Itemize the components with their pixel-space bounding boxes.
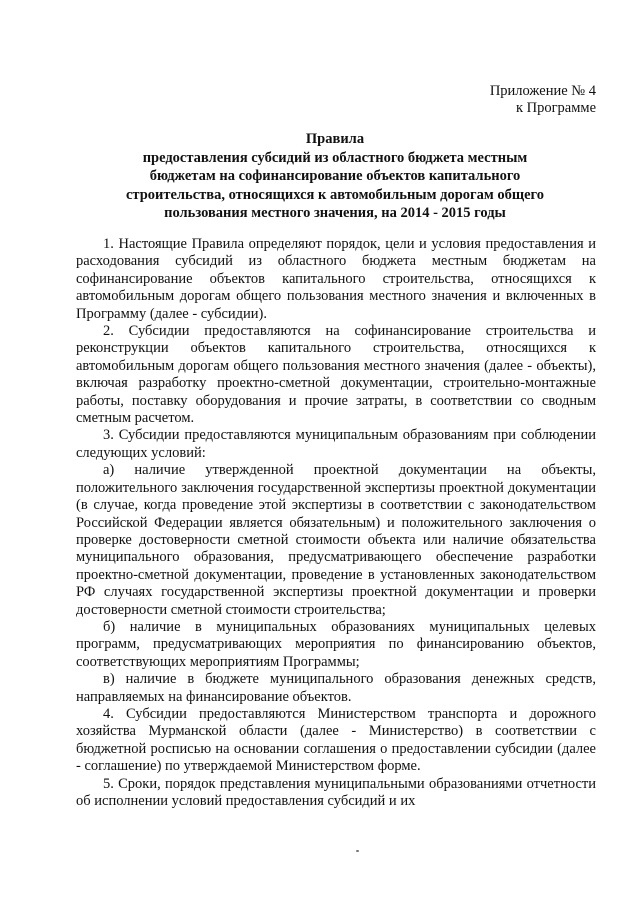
scan-dot bbox=[356, 850, 359, 852]
paragraph-5: 5. Сроки, порядок представления муниципальными образованиями отчетности об исполнении условий предоставления субсидий и их bbox=[76, 775, 596, 809]
paragraph-3b: б) наличие в муниципальных образованиях муниципальных целевых программ, предусматривающих мероприятия по финансированию объектов, соответствующих мероприятиям Программы; bbox=[76, 618, 596, 670]
paragraph-3: 3. Субсидии предоставляются муниципальным образованиям при соблюдении следующих условий: bbox=[76, 427, 596, 461]
appendix-program: к Программе bbox=[515, 100, 596, 116]
document-body bbox=[76, 236, 596, 810]
title-line-2: предоставления субсидий из областного бюджета местным bbox=[142, 149, 528, 166]
title-line-4: строительства, относящихся к автомобильным дорогам общего bbox=[125, 186, 545, 203]
paragraph-3a: а) наличие утвержденной проектной документации на объекты, положительного заключения государственной экспертизы проектной документации (в случае, когда проведение этой экспертизы в соответствии с законодательством Российской Федерации является обязательным) и положительного заключения о проверке достоверности сметной стоимости объекта или наличие обязательства муниципального образования, предусматривающего обеспечение разработки проектно-сметной документации, проведение в установленных законодательством РФ случаях государственной экспертизы проектной документации и проверки достоверности сметной стоимости строительства; bbox=[76, 462, 596, 618]
paragraph-1: 1. Настоящие Правила определяют порядок, цели и условия предоставления и расходования субсидий из областного бюджета местным бюджетам на софинансирование объектов капитального строительства, относящихся к автомобильным дорогам общего пользования местного значения и включенных в Программу (далее - субсидии). bbox=[76, 236, 596, 322]
title-line-5: пользования местного значения, на 2014 - 2015 годы bbox=[164, 205, 506, 221]
title-line-1: Правила bbox=[305, 131, 365, 147]
title-line-3: бюджетам на софинансирование объектов капитального bbox=[149, 168, 521, 184]
appendix-number: Приложение № 4 bbox=[489, 83, 596, 99]
paragraph-4: 4. Субсидии предоставляются Министерством транспорта и дорожного хозяйства Мурманской области (далее - Министерство) в соответствии с бюджетной росписью на основании соглашения о предоставлении субсидии (далее - соглашение) по утверждаемой Министерством форме. bbox=[76, 705, 596, 775]
paragraph-2: 2. Субсидии предоставляются на софинансирование строительства и реконструкции объектов капитального строительства, относящихся к автомобильным дорогам общего пользования местного значения (далее - объекты), включая разработку проектно-сметной документации, строительно-монтажные работы, поставку оборудования и прочие затраты, в соответствии со сводным сметным расчетом. bbox=[76, 323, 596, 427]
paragraph-3c: в) наличие в бюджете муниципального образования денежных средств, направляемых на финансирование объектов. bbox=[76, 671, 596, 705]
document-title bbox=[80, 130, 590, 223]
appendix-reference bbox=[490, 83, 596, 117]
